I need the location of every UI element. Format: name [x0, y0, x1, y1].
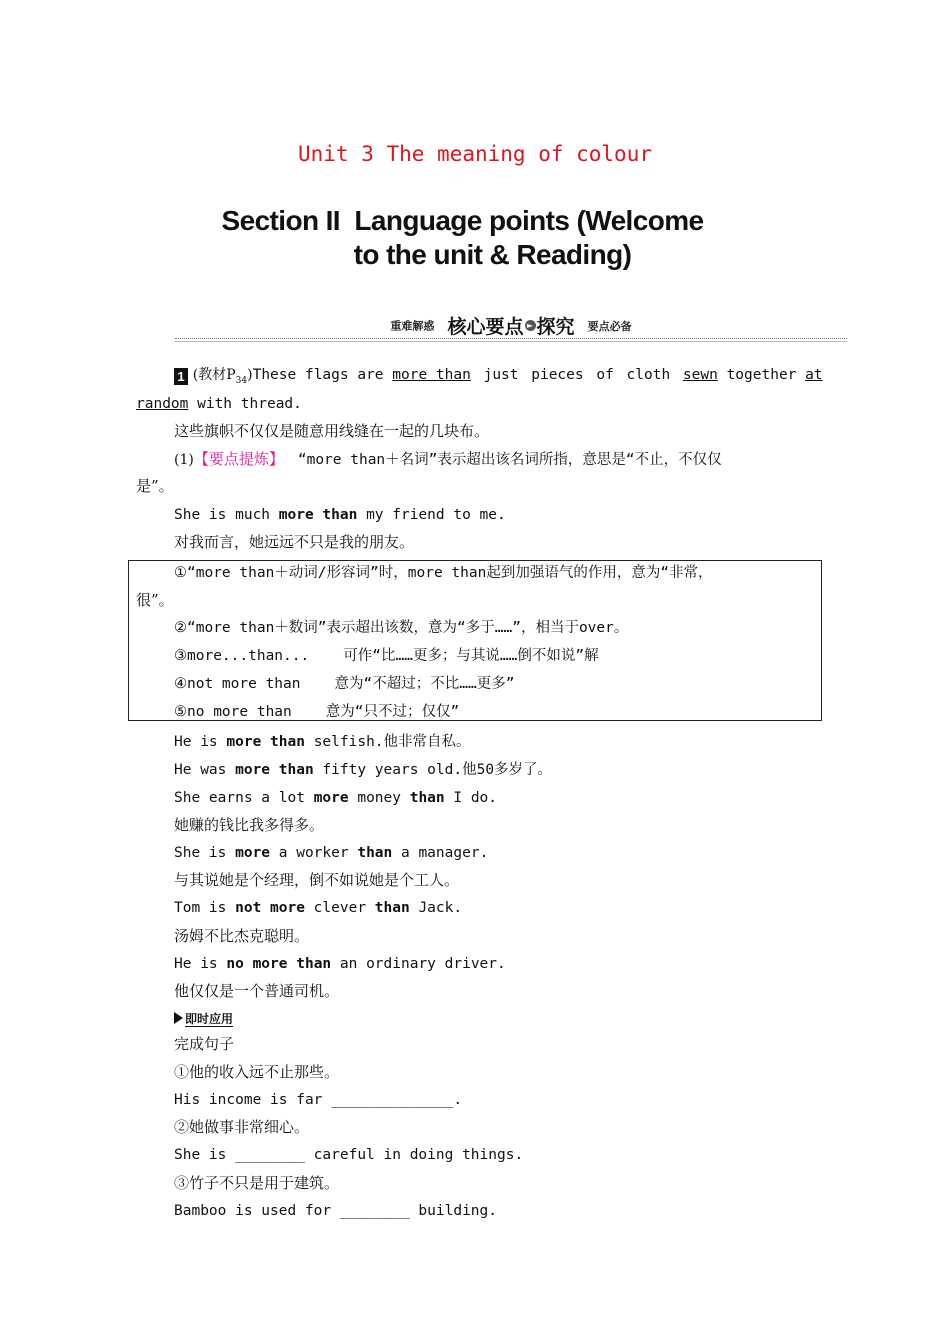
example-1: She is much more than my friend to me. — [174, 507, 506, 523]
example-1-translation: 对我而言，她远远不只是我的朋友。 — [174, 533, 415, 551]
example-5-translation: 与其说她是个经理，倒不如说她是个工人。 — [174, 871, 460, 889]
banner-left-label: 重难解惑 — [390, 319, 435, 333]
item1-translation: 这些旗帜不仅仅是随意用线缝在一起的几块布。 — [174, 422, 490, 440]
box-note-1-cont: 很”。 — [136, 591, 174, 609]
question-1-chinese: ①他的收入远不止那些。 — [174, 1063, 340, 1081]
box-note-2: ②“more than＋数词”表示超出该数，意为“多于……”，相当于over。 — [174, 620, 629, 636]
section-title-line2: to the unit & Reading) — [353, 239, 632, 270]
item-number-badge: 1 — [174, 368, 188, 385]
question-3-english: Bamboo is used for ________ building. — [174, 1203, 498, 1219]
key-point-tag: 【要点提炼】 — [193, 450, 284, 468]
item1-source: (教材$P_{34}$) — [192, 367, 253, 386]
banner-divider — [175, 338, 847, 339]
apply-heading-label: 即时应用 — [174, 1008, 233, 1029]
play-triangle-icon — [174, 1012, 183, 1024]
box-note-3: ③more...than... 可作“比……更多；与其说……倒不如说”解 — [174, 648, 599, 664]
example-7-translation: 他仅仅是一个普通司机。 — [174, 982, 340, 1000]
banner-divider-underline — [175, 341, 847, 342]
example-2: He is more than selfish.他非常自私。 — [174, 734, 471, 750]
example-6-translation: 汤姆不比杰克聪明。 — [174, 927, 310, 945]
box-note-1: ①“more than＋动词/形容词”时，more than起到加强语气的作用，意为“非常， — [174, 565, 713, 581]
example-3: He was more than fifty years old.他50多岁了。 — [174, 762, 553, 778]
example-4: She earns a lot more money than I do. — [174, 790, 498, 806]
apply-task-heading: 完成句子 — [174, 1035, 235, 1053]
arrow-circle-icon: ► — [525, 320, 536, 331]
key-point-text: “more than＋名词”表示超出该名词所指，意思是“不止，不仅仅 — [297, 452, 722, 468]
example-4-translation: 她赚的钱比我多得多。 — [174, 816, 325, 834]
example-7: He is no more than an ordinary driver. — [174, 956, 506, 972]
box-note-5: ⑤no more than 意为“只不过；仅仅” — [174, 704, 460, 720]
key-point-line1: (1)【要点提炼】 “more than＋名词”表示超出该名词所指，意思是“不止，不仅仅 — [174, 450, 722, 468]
notes-box — [128, 560, 822, 721]
banner-right-label: 要点必备 — [587, 319, 632, 333]
section-title — [0, 204, 925, 272]
question-1-english: His income is far ______________. — [174, 1092, 463, 1108]
unit-title: Unit 3 The meaning of colour — [297, 142, 652, 166]
box-note-4: ④not more than 意为“不超过；不比……更多” — [174, 676, 515, 692]
example-5: She is more a worker than a manager. — [174, 845, 489, 861]
key-point-line2: 是”。 — [136, 477, 174, 495]
item1-sentence-line1 — [174, 364, 823, 391]
example-6: Tom is not more clever than Jack. — [174, 900, 463, 916]
question-3-chinese: ③竹子不只是用于建筑。 — [174, 1174, 340, 1192]
question-2-english: She is ________ careful in doing things. — [174, 1147, 524, 1163]
section-title-line1: Section II Language points (Welcome — [221, 205, 704, 236]
banner-main-label-2: 探究 — [536, 316, 575, 338]
question-2-chinese: ②她做事非常细心。 — [174, 1118, 310, 1136]
item1-sentence: These flags are more than just pieces of cloth sewn together at — [252, 367, 823, 383]
item1-sentence-line2: random with thread. — [136, 396, 302, 412]
banner-main-label-1: 核心要点 — [447, 316, 524, 338]
